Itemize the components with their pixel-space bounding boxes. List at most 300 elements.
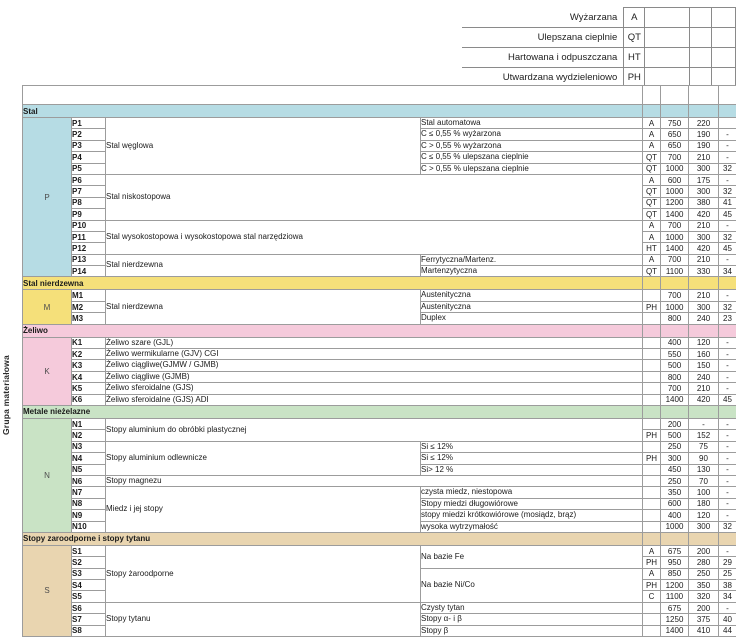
spacer-cell xyxy=(23,86,643,105)
treatment-code: PH xyxy=(643,301,661,312)
row-code: P4 xyxy=(72,152,106,163)
material-desc: Si> 12 % xyxy=(421,464,643,475)
value-1: 1100 xyxy=(661,591,689,602)
treatment-code: PH xyxy=(643,430,661,441)
value-2: - xyxy=(689,418,719,429)
treatment-code xyxy=(643,383,661,394)
value-1: 1200 xyxy=(661,580,689,591)
value-3: - xyxy=(719,487,736,498)
value-1: 250 xyxy=(661,475,689,486)
row-code: P1 xyxy=(72,118,106,129)
value-3: - xyxy=(719,371,736,382)
legend-empty-cell xyxy=(690,28,712,48)
table-row-K5 xyxy=(23,383,736,394)
material-desc: Ferrytyczna/Martenz. xyxy=(421,254,643,265)
value-1: 1100 xyxy=(661,266,689,277)
table-row-K3 xyxy=(23,360,736,371)
section-header-cell xyxy=(689,277,719,290)
legend-code: A xyxy=(624,8,645,28)
value-3: - xyxy=(719,129,736,140)
section-header-row-P xyxy=(23,105,736,118)
row-code: K4 xyxy=(72,371,106,382)
value-1: 1400 xyxy=(661,394,689,405)
row-code: S4 xyxy=(72,580,106,591)
value-1: 800 xyxy=(661,371,689,382)
section-header-cell xyxy=(719,105,736,118)
section-header-cell xyxy=(689,532,719,545)
spacer-cell xyxy=(643,86,661,105)
value-3: 34 xyxy=(719,266,736,277)
value-3: 41 xyxy=(719,197,736,208)
row-code: N1 xyxy=(72,418,106,429)
section-header-cell xyxy=(661,405,689,418)
value-3: - xyxy=(719,430,736,441)
value-3: 32 xyxy=(719,186,736,197)
value-1: 1000 xyxy=(661,163,689,174)
section-title: Stopy zaroodporne i stopy tytanu xyxy=(23,532,643,545)
treatment-code: A xyxy=(643,254,661,265)
value-2: 210 xyxy=(689,290,719,301)
section-header-cell xyxy=(689,405,719,418)
spacer-cell xyxy=(661,86,689,105)
value-2: 220 xyxy=(689,118,719,129)
row-code: P2 xyxy=(72,129,106,140)
value-2: 160 xyxy=(689,349,719,360)
value-1: 700 xyxy=(661,254,689,265)
value-2: 180 xyxy=(689,498,719,509)
group-letter-K: K xyxy=(23,337,72,405)
row-code: P5 xyxy=(72,163,106,174)
legend-empty-cell xyxy=(712,8,736,28)
value-1: 650 xyxy=(661,140,689,151)
value-2: 300 xyxy=(689,231,719,242)
legend-empty-cell xyxy=(645,48,690,68)
value-3: - xyxy=(719,220,736,231)
treatment-code: A xyxy=(643,231,661,242)
value-3: 45 xyxy=(719,209,736,220)
row-code: P12 xyxy=(72,243,106,254)
treatment-code: A xyxy=(643,568,661,579)
legend-code: PH xyxy=(624,68,645,88)
treatment-code: A xyxy=(643,129,661,140)
value-1: 600 xyxy=(661,174,689,185)
value-3: - xyxy=(719,174,736,185)
table-row-P10 xyxy=(23,220,736,231)
table-row-N7 xyxy=(23,487,736,498)
treatment-code: HT xyxy=(643,243,661,254)
legend-label: Ulepszana cieplnie xyxy=(462,28,624,48)
section-header-cell xyxy=(689,324,719,337)
row-code: S5 xyxy=(72,591,106,602)
section-header-cell xyxy=(643,532,661,545)
table-row-K4 xyxy=(23,371,736,382)
table-row-N3 xyxy=(23,441,736,452)
material-name: Żeliwo sferoidalne (GJS) ADI xyxy=(106,394,643,405)
treatment-code xyxy=(643,313,661,324)
section-header-cell xyxy=(661,277,689,290)
value-1: 600 xyxy=(661,498,689,509)
material-desc: Martenzytyczna xyxy=(421,266,643,277)
material-desc: czysta miedz, niestopowa xyxy=(421,487,643,498)
treatment-code: QT xyxy=(643,163,661,174)
value-3: - xyxy=(719,418,736,429)
treatment-code xyxy=(643,510,661,521)
group-letter-S: S xyxy=(23,545,72,636)
table-row-K1 xyxy=(23,337,736,348)
material-name: Stopy aluminium do obróbki plastycznej xyxy=(106,418,643,441)
legend-code: HT xyxy=(624,48,645,68)
material-desc: wysoka wytrzymałość xyxy=(421,521,643,532)
section-header-row-K xyxy=(23,324,736,337)
legend-empty-cell xyxy=(712,28,736,48)
value-1: 500 xyxy=(661,360,689,371)
material-name: Stopy magnezu xyxy=(106,475,643,486)
value-3: - xyxy=(719,464,736,475)
row-code: S3 xyxy=(72,568,106,579)
value-3: 32 xyxy=(719,301,736,312)
value-1: 650 xyxy=(661,129,689,140)
value-1: 400 xyxy=(661,337,689,348)
row-code: P6 xyxy=(72,174,106,185)
row-code: S6 xyxy=(72,602,106,613)
material-name: Stopy żaroodporne xyxy=(106,545,421,602)
value-2: 300 xyxy=(689,163,719,174)
treatment-code: A xyxy=(643,545,661,556)
value-3: - xyxy=(719,349,736,360)
row-code: S8 xyxy=(72,625,106,636)
treatment-code xyxy=(643,464,661,475)
legend-row xyxy=(462,8,736,28)
material-name: Stal nierdzewna xyxy=(106,290,421,324)
material-desc: stopy miedzi krótkowiórowe (mosiądz, brąz) xyxy=(421,510,643,521)
value-2: 420 xyxy=(689,243,719,254)
value-3: 29 xyxy=(719,557,736,568)
section-header-cell xyxy=(689,105,719,118)
row-code: N9 xyxy=(72,510,106,521)
treatment-code xyxy=(643,498,661,509)
heat-treatment-legend xyxy=(462,7,736,88)
table-row-M1 xyxy=(23,290,736,301)
value-2: 200 xyxy=(689,545,719,556)
row-code: S1 xyxy=(72,545,106,556)
value-2: 152 xyxy=(689,430,719,441)
row-code: K2 xyxy=(72,349,106,360)
value-1: 1000 xyxy=(661,301,689,312)
value-1: 1400 xyxy=(661,243,689,254)
row-code: P7 xyxy=(72,186,106,197)
value-3: 45 xyxy=(719,394,736,405)
value-1: 675 xyxy=(661,545,689,556)
value-1: 500 xyxy=(661,430,689,441)
value-2: 300 xyxy=(689,186,719,197)
section-header-cell xyxy=(643,324,661,337)
treatment-code: A xyxy=(643,174,661,185)
row-code: N10 xyxy=(72,521,106,532)
material-desc: Duplex xyxy=(421,313,643,324)
material-desc: Czysty tytan xyxy=(421,602,643,613)
row-code: K6 xyxy=(72,394,106,405)
section-header-cell xyxy=(719,277,736,290)
value-2: 190 xyxy=(689,140,719,151)
section-header-cell xyxy=(661,532,689,545)
value-2: 280 xyxy=(689,557,719,568)
section-header-cell xyxy=(661,105,689,118)
value-1: 400 xyxy=(661,510,689,521)
treatment-code xyxy=(643,614,661,625)
treatment-code: PH xyxy=(643,580,661,591)
legend-empty-cell xyxy=(690,48,712,68)
value-1: 1000 xyxy=(661,231,689,242)
row-code: M1 xyxy=(72,290,106,301)
row-code: K1 xyxy=(72,337,106,348)
row-code: N5 xyxy=(72,464,106,475)
legend-empty-cell xyxy=(645,8,690,28)
value-3: - xyxy=(719,602,736,613)
section-header-row-S xyxy=(23,532,736,545)
value-3: 32 xyxy=(719,521,736,532)
row-code: N2 xyxy=(72,430,106,441)
material-name: Żeliwo sferoidalne (GJS) xyxy=(106,383,643,394)
value-3: 32 xyxy=(719,231,736,242)
row-code: N3 xyxy=(72,441,106,452)
row-code: M3 xyxy=(72,313,106,324)
value-2: 210 xyxy=(689,254,719,265)
section-header-row-M xyxy=(23,277,736,290)
row-code: N4 xyxy=(72,453,106,464)
section-header-cell xyxy=(643,277,661,290)
material-desc: Stopy miedzi długowiórowe xyxy=(421,498,643,509)
spacer-cell xyxy=(689,86,719,105)
row-code: P3 xyxy=(72,140,106,151)
table-row-P6 xyxy=(23,174,736,185)
value-3: 23 xyxy=(719,313,736,324)
treatment-code xyxy=(643,602,661,613)
value-3: - xyxy=(719,498,736,509)
value-2: 100 xyxy=(689,487,719,498)
legend-label: Hartowana i odpuszczana xyxy=(462,48,624,68)
value-2: 200 xyxy=(689,602,719,613)
material-name: Stopy aluminium odlewnicze xyxy=(106,441,421,475)
treatment-code: A xyxy=(643,118,661,129)
value-3: - xyxy=(719,545,736,556)
value-1: 250 xyxy=(661,441,689,452)
row-code: N6 xyxy=(72,475,106,486)
material-desc: Stal automatowa xyxy=(421,118,643,129)
value-2: 250 xyxy=(689,568,719,579)
legend-label: Wyżarzana xyxy=(462,8,624,28)
legend-empty-cell xyxy=(690,8,712,28)
value-2: 75 xyxy=(689,441,719,452)
row-code: P9 xyxy=(72,209,106,220)
legend-row xyxy=(462,28,736,48)
value-1: 200 xyxy=(661,418,689,429)
material-desc: Si ≤ 12% xyxy=(421,441,643,452)
row-code: P10 xyxy=(72,220,106,231)
material-desc: C > 0,55 % ulepszana cieplnie xyxy=(421,163,643,174)
value-2: 210 xyxy=(689,152,719,163)
treatment-code xyxy=(643,441,661,452)
value-2: 240 xyxy=(689,313,719,324)
value-1: 1000 xyxy=(661,521,689,532)
value-1: 950 xyxy=(661,557,689,568)
section-header-cell xyxy=(643,405,661,418)
treatment-code: A xyxy=(643,220,661,231)
value-2: 240 xyxy=(689,371,719,382)
value-2: 300 xyxy=(689,521,719,532)
value-3: 25 xyxy=(719,568,736,579)
material-desc: Si ≤ 12% xyxy=(421,453,643,464)
material-name: Żeliwo wermikularne (GJV) CGI xyxy=(106,349,643,360)
treatment-code: QT xyxy=(643,197,661,208)
treatment-code xyxy=(643,290,661,301)
spacer-cell xyxy=(719,86,736,105)
value-3: - xyxy=(719,140,736,151)
value-2: 210 xyxy=(689,383,719,394)
value-3: 32 xyxy=(719,163,736,174)
treatment-code: QT xyxy=(643,266,661,277)
value-2: 410 xyxy=(689,625,719,636)
material-name: Stal nierdzewna xyxy=(106,254,421,277)
value-2: 120 xyxy=(689,337,719,348)
value-1: 1400 xyxy=(661,625,689,636)
group-letter-P: P xyxy=(23,118,72,277)
treatment-code xyxy=(643,337,661,348)
table-row-N6 xyxy=(23,475,736,486)
material-name: Żeliwo ciągliwe(GJMW / GJMB) xyxy=(106,360,643,371)
row-code: M2 xyxy=(72,301,106,312)
treatment-code xyxy=(643,360,661,371)
treatment-code: QT xyxy=(643,209,661,220)
value-3: - xyxy=(719,441,736,452)
legend-code: QT xyxy=(624,28,645,48)
legend-label: Utwardzana wydzieleniowo xyxy=(462,68,624,88)
value-3: - xyxy=(719,290,736,301)
table-row-N1 xyxy=(23,418,736,429)
spacer-row xyxy=(23,86,736,105)
material-desc: C ≤ 0,55 % ulepszana cieplnie xyxy=(421,152,643,163)
row-code: K3 xyxy=(72,360,106,371)
value-1: 800 xyxy=(661,313,689,324)
value-3 xyxy=(719,118,736,129)
section-title: Metale nieżelazne xyxy=(23,405,643,418)
value-3: - xyxy=(719,453,736,464)
treatment-code xyxy=(643,487,661,498)
value-2: 90 xyxy=(689,453,719,464)
value-2: 120 xyxy=(689,510,719,521)
row-code: P14 xyxy=(72,266,106,277)
section-header-cell xyxy=(661,324,689,337)
material-name: Stopy tytanu xyxy=(106,602,421,636)
value-2: 70 xyxy=(689,475,719,486)
section-header-cell xyxy=(643,105,661,118)
row-code: K5 xyxy=(72,383,106,394)
legend-row xyxy=(462,48,736,68)
row-code: P13 xyxy=(72,254,106,265)
legend-empty-cell xyxy=(712,48,736,68)
treatment-code: A xyxy=(643,140,661,151)
value-3: - xyxy=(719,475,736,486)
treatment-code: PH xyxy=(643,557,661,568)
section-title: Żeliwo xyxy=(23,324,643,337)
value-1: 750 xyxy=(661,118,689,129)
value-3: - xyxy=(719,360,736,371)
value-2: 350 xyxy=(689,580,719,591)
treatment-code xyxy=(643,418,661,429)
group-letter-N: N xyxy=(23,418,72,532)
section-title: Stal xyxy=(23,105,643,118)
row-code: S7 xyxy=(72,614,106,625)
material-desc: Austenityczna xyxy=(421,301,643,312)
value-2: 380 xyxy=(689,197,719,208)
table-row-P13 xyxy=(23,254,736,265)
value-1: 675 xyxy=(661,602,689,613)
treatment-code xyxy=(643,394,661,405)
value-2: 300 xyxy=(689,301,719,312)
material-desc: Na bazie Fe xyxy=(421,545,643,568)
legend-empty-cell xyxy=(645,28,690,48)
value-1: 550 xyxy=(661,349,689,360)
value-1: 350 xyxy=(661,487,689,498)
value-3: - xyxy=(719,152,736,163)
value-3: 44 xyxy=(719,625,736,636)
value-3: - xyxy=(719,337,736,348)
table-row-S1 xyxy=(23,545,736,556)
treatment-code xyxy=(643,475,661,486)
row-code: P8 xyxy=(72,197,106,208)
treatment-code: C xyxy=(643,591,661,602)
value-1: 700 xyxy=(661,152,689,163)
table-row-P1 xyxy=(23,118,736,129)
value-1: 450 xyxy=(661,464,689,475)
row-code: N7 xyxy=(72,487,106,498)
treatment-code: QT xyxy=(643,186,661,197)
material-name: Stal węglowa xyxy=(106,118,421,175)
value-2: 330 xyxy=(689,266,719,277)
value-2: 210 xyxy=(689,220,719,231)
section-header-cell xyxy=(719,405,736,418)
value-3: - xyxy=(719,254,736,265)
material-name: Miedz i jej stopy xyxy=(106,487,421,533)
row-code: N8 xyxy=(72,498,106,509)
row-code: S2 xyxy=(72,557,106,568)
treatment-code: PH xyxy=(643,453,661,464)
treatment-code xyxy=(643,371,661,382)
group-axis-label: Grupa materiałowa xyxy=(1,355,11,435)
value-1: 300 xyxy=(661,453,689,464)
section-title: Stal nierdzewna xyxy=(23,277,643,290)
value-2: 320 xyxy=(689,591,719,602)
value-2: 420 xyxy=(689,209,719,220)
value-2: 190 xyxy=(689,129,719,140)
material-desc: Stopy α- i β xyxy=(421,614,643,625)
section-header-cell xyxy=(719,324,736,337)
treatment-code xyxy=(643,349,661,360)
treatment-code xyxy=(643,625,661,636)
treatment-code: QT xyxy=(643,152,661,163)
value-2: 420 xyxy=(689,394,719,405)
material-desc: Na bazie Ni/Co xyxy=(421,568,643,602)
material-desc: Stopy β xyxy=(421,625,643,636)
value-1: 700 xyxy=(661,290,689,301)
value-1: 1400 xyxy=(661,209,689,220)
material-groups-table xyxy=(22,85,736,637)
group-letter-M: M xyxy=(23,290,72,324)
value-1: 700 xyxy=(661,220,689,231)
table-row-K2 xyxy=(23,349,736,360)
value-1: 1250 xyxy=(661,614,689,625)
value-2: 150 xyxy=(689,360,719,371)
value-3: 38 xyxy=(719,580,736,591)
